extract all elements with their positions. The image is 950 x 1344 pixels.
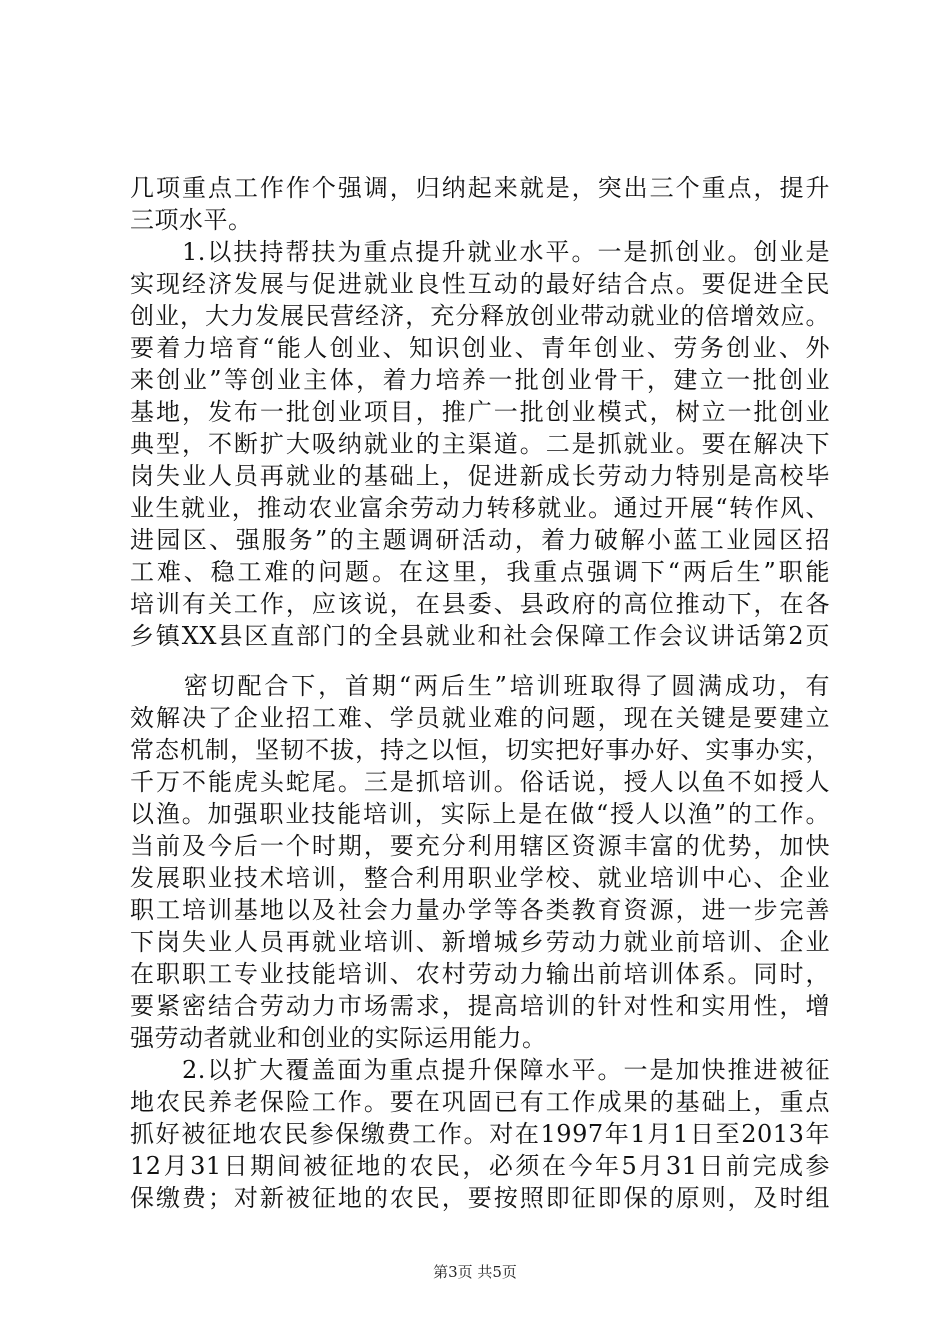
text-line: 几项重点工作作个强调，归纳起来就是，突出三个重点，提升 bbox=[130, 174, 830, 202]
text-line: 实现经济发展与促进就业良性互动的最好结合点。要促进全民 bbox=[130, 270, 830, 298]
text-line: 工难、稳工难的问题。在这里，我重点强调下“两后生”职能 bbox=[130, 558, 830, 586]
text-line: 岗失业人员再就业的基础上，促进新成长劳动力特别是高校毕 bbox=[130, 462, 830, 490]
text-line: 常态机制，坚韧不拔，持之以恒，切实把好事办好、实事办实， bbox=[130, 736, 830, 764]
text-line: 强劳动者就业和创业的实际运用能力。 bbox=[130, 1024, 547, 1052]
text-line: 典型，不断扩大吸纳就业的主渠道。二是抓就业。要在解决下 bbox=[130, 430, 830, 458]
text-line: 2.以扩大覆盖面为重点提升保障水平。一是加快推进被征 bbox=[130, 1056, 830, 1084]
text-line: 效解决了企业招工难、学员就业难的问题，现在关键是要建立 bbox=[130, 704, 830, 732]
text-line: 千万不能虎头蛇尾。三是抓培训。俗话说，授人以鱼不如授人 bbox=[130, 768, 830, 796]
text-line: 当前及今后一个时期，要充分利用辖区资源丰富的优势，加快 bbox=[130, 832, 830, 860]
text-line: 保缴费；对新被征地的农民，要按照即征即保的原则，及时组 bbox=[130, 1184, 830, 1212]
text-line: 职工培训基地以及社会力量办学等各类教育资源，进一步完善 bbox=[130, 896, 830, 924]
text-line: 以渔。加强职业技能培训，实际上是在做“授人以渔”的工作。 bbox=[130, 800, 830, 828]
text-line: 抓好被征地农民参保缴费工作。对在1997年1月1日至2013年 bbox=[130, 1120, 830, 1148]
text-line: 培训有关工作，应该说，在县委、县政府的高位推动下，在各 bbox=[130, 590, 830, 618]
text-line: 要着力培育“能人创业、知识创业、青年创业、劳务创业、外 bbox=[130, 334, 830, 362]
text-line: 来创业”等创业主体，着力培养一批创业骨干，建立一批创业 bbox=[130, 366, 830, 394]
text-line: 下岗失业人员再就业培训、新增城乡劳动力就业前培训、企业 bbox=[130, 928, 830, 956]
text-line: 基地，发布一批创业项目，推广一批创业模式，树立一批创业 bbox=[130, 398, 830, 426]
text-line: 1.以扶持帮扶为重点提升就业水平。一是抓创业。创业是 bbox=[130, 238, 830, 266]
text-line: 创业，大力发展民营经济，充分释放创业带动就业的倍增效应。 bbox=[130, 302, 830, 330]
text-line: 乡镇XX县区直部门的全县就业和社会保障工作会议讲话第2页 bbox=[130, 622, 830, 650]
text-line: 要紧密结合劳动力市场需求，提高培训的针对性和实用性，增 bbox=[130, 992, 830, 1020]
text-line: 发展职业技术培训，整合利用职业学校、就业培训中心、企业 bbox=[130, 864, 830, 892]
text-line: 三项水平。 bbox=[130, 206, 253, 234]
text-line: 12月31日期间被征地的农民，必须在今年5月31日前完成参 bbox=[130, 1152, 830, 1180]
text-line: 业生就业，推动农业富余劳动力转移就业。通过开展“转作风、 bbox=[130, 494, 830, 522]
text-line: 在职职工专业技能培训、农村劳动力输出前培训体系。同时， bbox=[130, 960, 830, 988]
text-line: 进园区、强服务”的主题调研活动，着力破解小蓝工业园区招 bbox=[130, 526, 830, 554]
text-line: 地农民养老保险工作。要在巩固已有工作成果的基础上，重点 bbox=[130, 1088, 830, 1116]
text-line: 密切配合下，首期“两后生”培训班取得了圆满成功，有 bbox=[130, 672, 830, 700]
page-number-footer: 第3页 共5页 bbox=[433, 1263, 517, 1281]
